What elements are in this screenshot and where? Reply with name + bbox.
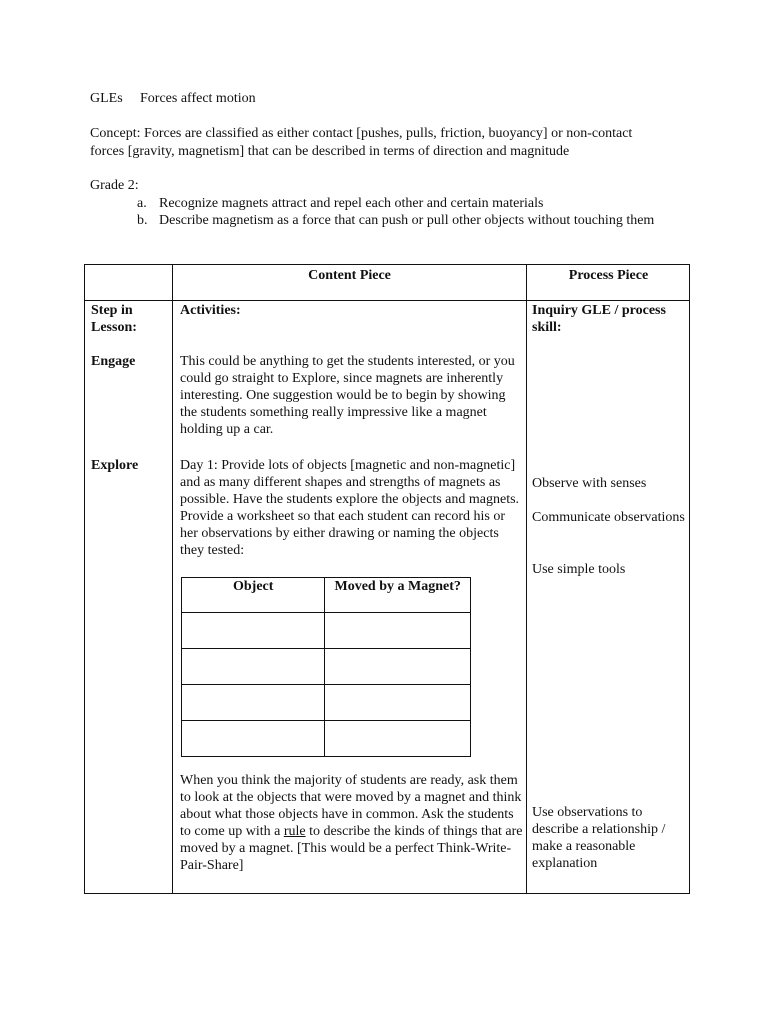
worksheet-table xyxy=(181,577,471,757)
process-skill-communicate: Communicate observations xyxy=(532,510,685,525)
conclusion-before: When you think the majority of students are ready, ask them to look at the objects that were moved by a magnet and think about what those objects have in common. Ask the students to come up with a xyxy=(180,773,522,839)
worksheet-object-header: Object xyxy=(182,578,325,613)
table-divider-2 xyxy=(526,265,527,893)
table-header-divider xyxy=(85,300,689,301)
grade-label: Grade 2: xyxy=(90,178,139,193)
inquiry-gle-label: Inquiry GLE / process skill: xyxy=(532,303,666,335)
worksheet-cell xyxy=(182,649,325,685)
explore-text: Day 1: Provide lots of objects [magnetic and non-magnetic] and as many different shapes and strengths of magnets as possible. Have the students explore the objects and magnets. Provide a worksheet so that each student can record his or her observations by either drawing or naming the objects they tested: xyxy=(180,458,520,558)
concept-statement: Concept: Forces are classified as either contact [pushes, pulls, friction, buoyancy] or non-contact forces [gravity, magnetism] that can be described in terms of direction and magnitude xyxy=(90,126,633,159)
engage-text: This could be anything to get the students interested, or you could go straight to Explore, since magnets are inherently interesting. One suggestion would be to begin by showing the students something really impressive like a magnet holding up a car. xyxy=(180,354,515,437)
worksheet-moved-header: Moved by a Magnet? xyxy=(325,578,471,613)
worksheet-cell xyxy=(325,613,471,649)
worksheet-row xyxy=(182,613,471,649)
objective-b-text: Describe magnetism as a force that can push or pull other objects without touching them xyxy=(159,213,655,228)
content-piece-header: Content Piece xyxy=(308,268,391,283)
table-divider-1 xyxy=(172,265,173,893)
lesson-table xyxy=(84,264,690,894)
process-piece-header: Process Piece xyxy=(568,268,649,283)
worksheet-row xyxy=(182,649,471,685)
process-skill-tools: Use simple tools xyxy=(532,562,626,577)
gles-title: Forces affect motion xyxy=(140,91,256,106)
step-in-lesson-label: Step in Lesson: xyxy=(91,303,137,335)
worksheet-row xyxy=(182,721,471,757)
worksheet-header-row xyxy=(182,578,471,613)
explore-label: Explore xyxy=(91,458,139,473)
worksheet-cell xyxy=(182,613,325,649)
objective-a-letter: a. xyxy=(137,196,147,211)
conclusion-after: to describe the kinds of things that are moved by a magnet. [This would be a perfect Think-Write-Pair-Share] xyxy=(180,824,523,873)
process-skill-relationship: Use observations to describe a relationship / make a reasonable explanation xyxy=(532,805,666,871)
worksheet-cell xyxy=(182,721,325,757)
activities-label: Activities: xyxy=(180,303,241,318)
gles-label: GLEs xyxy=(90,91,123,106)
worksheet-cell xyxy=(182,685,325,721)
engage-label: Engage xyxy=(91,354,136,369)
worksheet-cell xyxy=(325,649,471,685)
objective-b-letter: b. xyxy=(137,213,148,228)
rule-word: rule xyxy=(283,824,306,839)
process-skill-observe: Observe with senses xyxy=(532,476,647,491)
worksheet-cell xyxy=(325,721,471,757)
explore-conclusion-text xyxy=(180,772,525,874)
worksheet-row xyxy=(182,685,471,721)
worksheet-cell xyxy=(325,685,471,721)
objective-a-text: Recognize magnets attract and repel each other and certain materials xyxy=(159,196,544,211)
